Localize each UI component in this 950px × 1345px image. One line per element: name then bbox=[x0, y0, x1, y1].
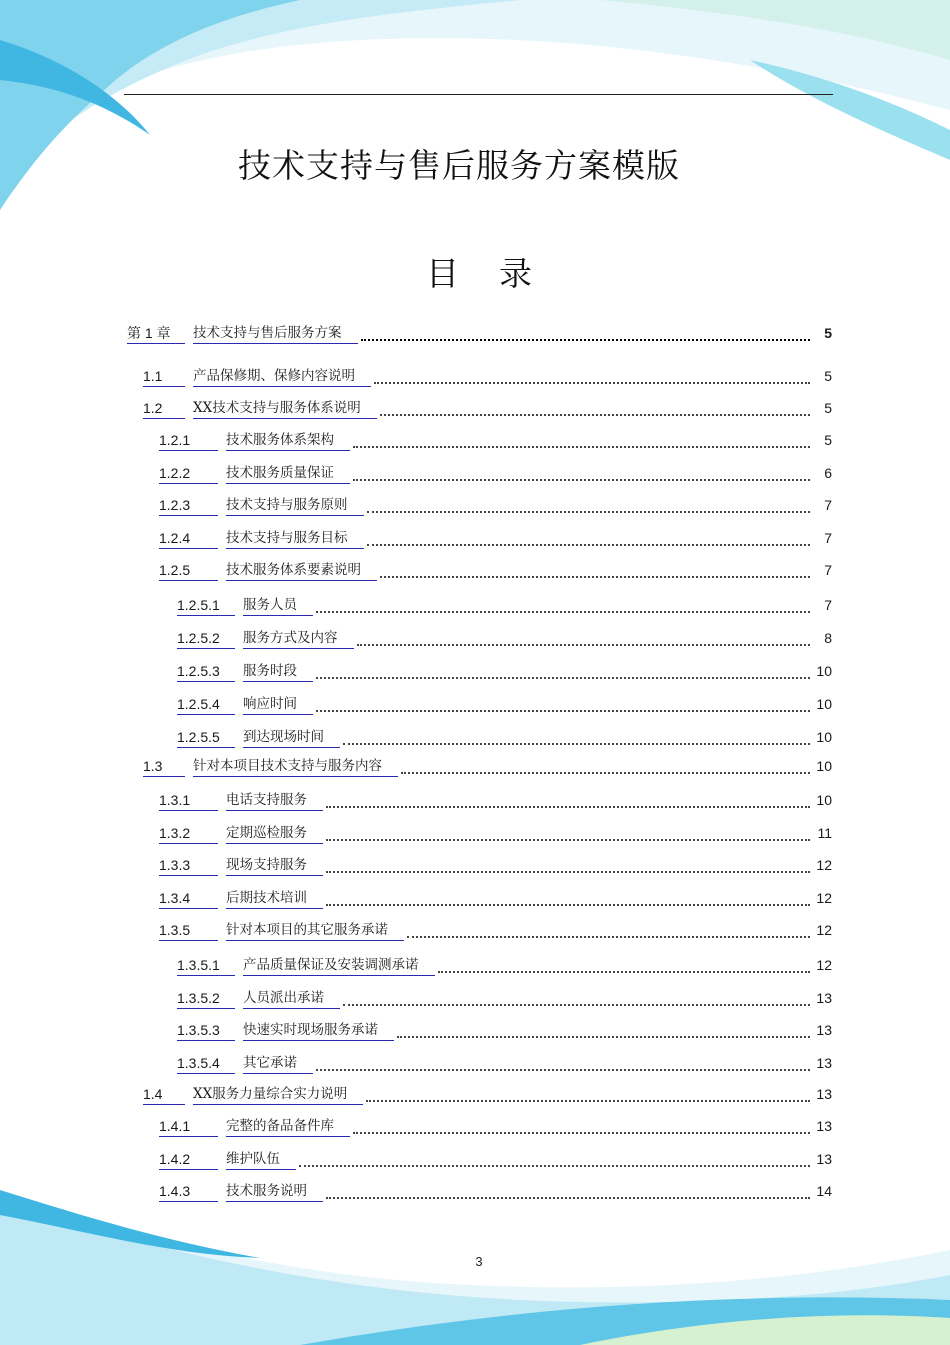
toc-entry[interactable] bbox=[159, 431, 832, 451]
toc-entry-title[interactable]: 服务方式及内容 bbox=[243, 629, 354, 649]
toc-entry[interactable] bbox=[159, 889, 832, 909]
toc-entry-title[interactable]: 技术服务质量保证 bbox=[226, 464, 350, 484]
toc-entry-title[interactable]: XX技术支持与服务体系说明 bbox=[193, 399, 377, 419]
toc-entry[interactable] bbox=[159, 1182, 832, 1202]
toc-entry-number[interactable]: 1.2.4 bbox=[159, 529, 218, 549]
toc-entry-page[interactable]: 8 bbox=[824, 630, 832, 646]
toc-entry-page[interactable]: 13 bbox=[816, 990, 832, 1006]
toc-entry-title[interactable]: 针对本项目的其它服务承诺 bbox=[226, 921, 404, 941]
toc-entry-number[interactable]: 1.3.3 bbox=[159, 856, 218, 876]
toc-leader-dots bbox=[353, 1120, 810, 1134]
toc-entry[interactable] bbox=[177, 956, 832, 976]
toc-entry-page[interactable]: 13 bbox=[816, 1151, 832, 1167]
toc-entry-page[interactable]: 13 bbox=[816, 1086, 832, 1102]
toc-leader-dots bbox=[380, 564, 810, 578]
toc-leader-dots bbox=[316, 1057, 810, 1071]
toc-leader-dots bbox=[361, 327, 811, 341]
header-rule bbox=[124, 94, 833, 95]
toc-entry[interactable] bbox=[159, 561, 832, 581]
toc-entry-title[interactable]: 服务时段 bbox=[243, 662, 313, 682]
toc-leader-dots bbox=[367, 532, 811, 546]
toc-entry-page[interactable]: 7 bbox=[824, 597, 832, 613]
toc-entry-number[interactable]: 1.3.4 bbox=[159, 889, 218, 909]
page-number: 3 bbox=[475, 1254, 483, 1269]
toc-entry[interactable] bbox=[159, 496, 832, 516]
toc-entry-title[interactable]: 维护队伍 bbox=[226, 1150, 296, 1170]
toc-entry-title[interactable]: 电话支持服务 bbox=[226, 791, 323, 811]
toc-entry-page[interactable]: 6 bbox=[824, 465, 832, 481]
toc-entry-page[interactable]: 12 bbox=[816, 890, 832, 906]
toc-leader-dots bbox=[367, 499, 811, 513]
toc-entry-number[interactable]: 1.4.3 bbox=[159, 1182, 218, 1202]
toc-entry[interactable] bbox=[177, 629, 832, 649]
toc-entry-number[interactable]: 1.2.5.4 bbox=[177, 695, 235, 715]
toc-entry-number[interactable]: 1.3 bbox=[143, 757, 185, 777]
toc-entry-page[interactable]: 13 bbox=[816, 1055, 832, 1071]
toc-entry[interactable] bbox=[177, 728, 832, 748]
toc-entry[interactable] bbox=[159, 1117, 832, 1137]
toc-entry[interactable] bbox=[143, 757, 832, 777]
toc-entry[interactable] bbox=[143, 399, 832, 419]
toc-heading bbox=[0, 248, 950, 295]
document-title: 技术支持与售后服务方案模版 bbox=[238, 146, 680, 185]
toc-entry[interactable] bbox=[159, 856, 832, 876]
toc-entry-number[interactable]: 1.2.5.3 bbox=[177, 662, 235, 682]
toc-entry-page[interactable]: 12 bbox=[816, 857, 832, 873]
toc-entry[interactable] bbox=[177, 989, 832, 1009]
toc-entry[interactable] bbox=[159, 1150, 832, 1170]
toc-entry[interactable] bbox=[127, 324, 832, 344]
toc-entry-page[interactable]: 14 bbox=[816, 1183, 832, 1199]
toc-entry[interactable] bbox=[177, 1054, 832, 1074]
toc-entry-page[interactable]: 12 bbox=[816, 922, 832, 938]
toc-entry-number[interactable]: 1.4.2 bbox=[159, 1150, 218, 1170]
toc-leader-dots bbox=[316, 599, 810, 613]
toc-heading-char-1: 目 bbox=[426, 254, 459, 293]
toc-entry-page[interactable]: 5 bbox=[824, 368, 832, 384]
toc-entry[interactable] bbox=[159, 464, 832, 484]
toc-entry-page[interactable]: 11 bbox=[817, 825, 832, 841]
toc-entry-page[interactable]: 5 bbox=[824, 432, 832, 448]
toc-entry-page[interactable]: 10 bbox=[816, 663, 832, 679]
toc-entry-title[interactable]: 人员派出承诺 bbox=[243, 989, 340, 1009]
toc-entry-page[interactable]: 10 bbox=[816, 729, 832, 745]
toc-entry-number[interactable]: 1.3.5.3 bbox=[177, 1021, 235, 1041]
toc-entry[interactable] bbox=[159, 791, 832, 811]
toc-leader-dots bbox=[326, 1185, 810, 1199]
toc-entry-number[interactable]: 1.2.1 bbox=[159, 431, 218, 451]
toc-entry[interactable] bbox=[159, 824, 832, 844]
toc-entry-page[interactable]: 13 bbox=[816, 1022, 832, 1038]
toc-entry[interactable] bbox=[177, 1021, 832, 1041]
toc-entry-title[interactable]: 定期巡检服务 bbox=[226, 824, 323, 844]
toc-entry-number[interactable]: 1.2.3 bbox=[159, 496, 218, 516]
toc-entry-number[interactable]: 1.2.5 bbox=[159, 561, 218, 581]
toc-entry-page[interactable]: 5 bbox=[824, 400, 832, 416]
toc-entry-number[interactable]: 1.3.2 bbox=[159, 824, 218, 844]
toc-entry-number[interactable]: 1.4.1 bbox=[159, 1117, 218, 1137]
toc-entry-number[interactable]: 1.1 bbox=[143, 367, 185, 387]
toc-entry-title[interactable]: 响应时间 bbox=[243, 695, 313, 715]
toc-leader-dots bbox=[438, 959, 811, 973]
toc-entry-title[interactable]: 针对本项目技术支持与服务内容 bbox=[193, 757, 398, 777]
toc-entry-title[interactable]: 服务人员 bbox=[243, 596, 313, 616]
toc-entry-number[interactable]: 1.2.2 bbox=[159, 464, 218, 484]
toc-entry-number[interactable]: 1.2 bbox=[143, 399, 185, 419]
toc-entry-title[interactable]: 技术服务体系要素说明 bbox=[226, 561, 377, 581]
toc-entry-title[interactable]: 现场支持服务 bbox=[226, 856, 323, 876]
toc-leader-dots bbox=[343, 992, 810, 1006]
toc-entry-number[interactable]: 1.4 bbox=[143, 1085, 185, 1105]
toc-entry[interactable] bbox=[159, 921, 832, 941]
toc-entry-number[interactable]: 第 1 章 bbox=[127, 324, 185, 344]
toc-entry-number[interactable]: 1.3.5 bbox=[159, 921, 218, 941]
toc-entry-number[interactable]: 1.3.1 bbox=[159, 791, 218, 811]
toc-entry-title[interactable]: 技术支持与服务目标 bbox=[226, 529, 364, 549]
toc-leader-dots bbox=[316, 665, 810, 679]
toc-leader-dots bbox=[326, 859, 810, 873]
toc-leader-dots bbox=[316, 698, 810, 712]
toc-entry[interactable] bbox=[177, 596, 832, 616]
toc-leader-dots bbox=[380, 402, 810, 416]
toc-leader-dots bbox=[353, 434, 810, 448]
toc-entry-number[interactable]: 1.2.5.5 bbox=[177, 728, 235, 748]
toc-entry-page[interactable]: 13 bbox=[816, 1118, 832, 1134]
toc-leader-dots bbox=[357, 632, 811, 646]
toc-entry[interactable] bbox=[177, 662, 832, 682]
toc-entry-page[interactable]: 10 bbox=[816, 758, 832, 774]
toc-entry-number[interactable]: 1.2.5.1 bbox=[177, 596, 235, 616]
toc-entry-title[interactable]: 后期技术培训 bbox=[226, 889, 323, 909]
toc-leader-dots bbox=[397, 1024, 810, 1038]
toc-entry-title[interactable]: 到达现场时间 bbox=[243, 728, 340, 748]
toc-leader-dots bbox=[326, 827, 810, 841]
toc-entry-title[interactable]: 技术服务体系架构 bbox=[226, 431, 350, 451]
toc-entry-page[interactable]: 5 bbox=[824, 325, 832, 341]
toc-entry-title[interactable]: 技术服务说明 bbox=[226, 1182, 323, 1202]
toc-entry-title[interactable]: 完整的备品备件库 bbox=[226, 1117, 350, 1137]
toc-leader-dots bbox=[299, 1153, 810, 1167]
toc-leader-dots bbox=[353, 467, 810, 481]
toc-entry-title[interactable]: 产品保修期、保修内容说明 bbox=[193, 367, 371, 387]
toc-entry[interactable] bbox=[143, 1085, 832, 1105]
toc-entry[interactable] bbox=[143, 367, 832, 387]
toc-entry-title[interactable]: 产品质量保证及安装调测承诺 bbox=[243, 956, 435, 976]
toc-entry-title[interactable]: 技术支持与服务原则 bbox=[226, 496, 364, 516]
toc-entry-number[interactable]: 1.3.5.1 bbox=[177, 956, 235, 976]
toc-entry-page[interactable]: 7 bbox=[824, 497, 832, 513]
toc-leader-dots bbox=[374, 370, 810, 384]
toc-entry-title[interactable]: 其它承诺 bbox=[243, 1054, 313, 1074]
toc-entry-title[interactable]: XX服务力量综合实力说明 bbox=[193, 1085, 363, 1105]
toc-leader-dots bbox=[366, 1088, 810, 1102]
toc-entry-title[interactable]: 快速实时现场服务承诺 bbox=[243, 1021, 394, 1041]
toc-entry-page[interactable]: 7 bbox=[824, 530, 832, 546]
toc-leader-dots bbox=[326, 892, 810, 906]
toc-entry-page[interactable]: 12 bbox=[816, 957, 832, 973]
toc-entry[interactable] bbox=[159, 529, 832, 549]
toc-entry-page[interactable]: 10 bbox=[816, 792, 832, 808]
toc-entry-number[interactable]: 1.3.5.2 bbox=[177, 989, 235, 1009]
toc-leader-dots bbox=[343, 731, 810, 745]
toc-entry-page[interactable]: 10 bbox=[816, 696, 832, 712]
toc-entry-title[interactable]: 技术支持与售后服务方案 bbox=[193, 324, 358, 344]
toc-heading-char-2: 录 bbox=[499, 254, 532, 293]
toc-leader-dots bbox=[407, 924, 810, 938]
toc-leader-dots bbox=[326, 794, 810, 808]
toc-entry-number[interactable]: 1.3.5.4 bbox=[177, 1054, 235, 1074]
toc-leader-dots bbox=[401, 760, 810, 774]
toc-entry-number[interactable]: 1.2.5.2 bbox=[177, 629, 235, 649]
toc-entry[interactable] bbox=[177, 695, 832, 715]
toc-entry-page[interactable]: 7 bbox=[824, 562, 832, 578]
